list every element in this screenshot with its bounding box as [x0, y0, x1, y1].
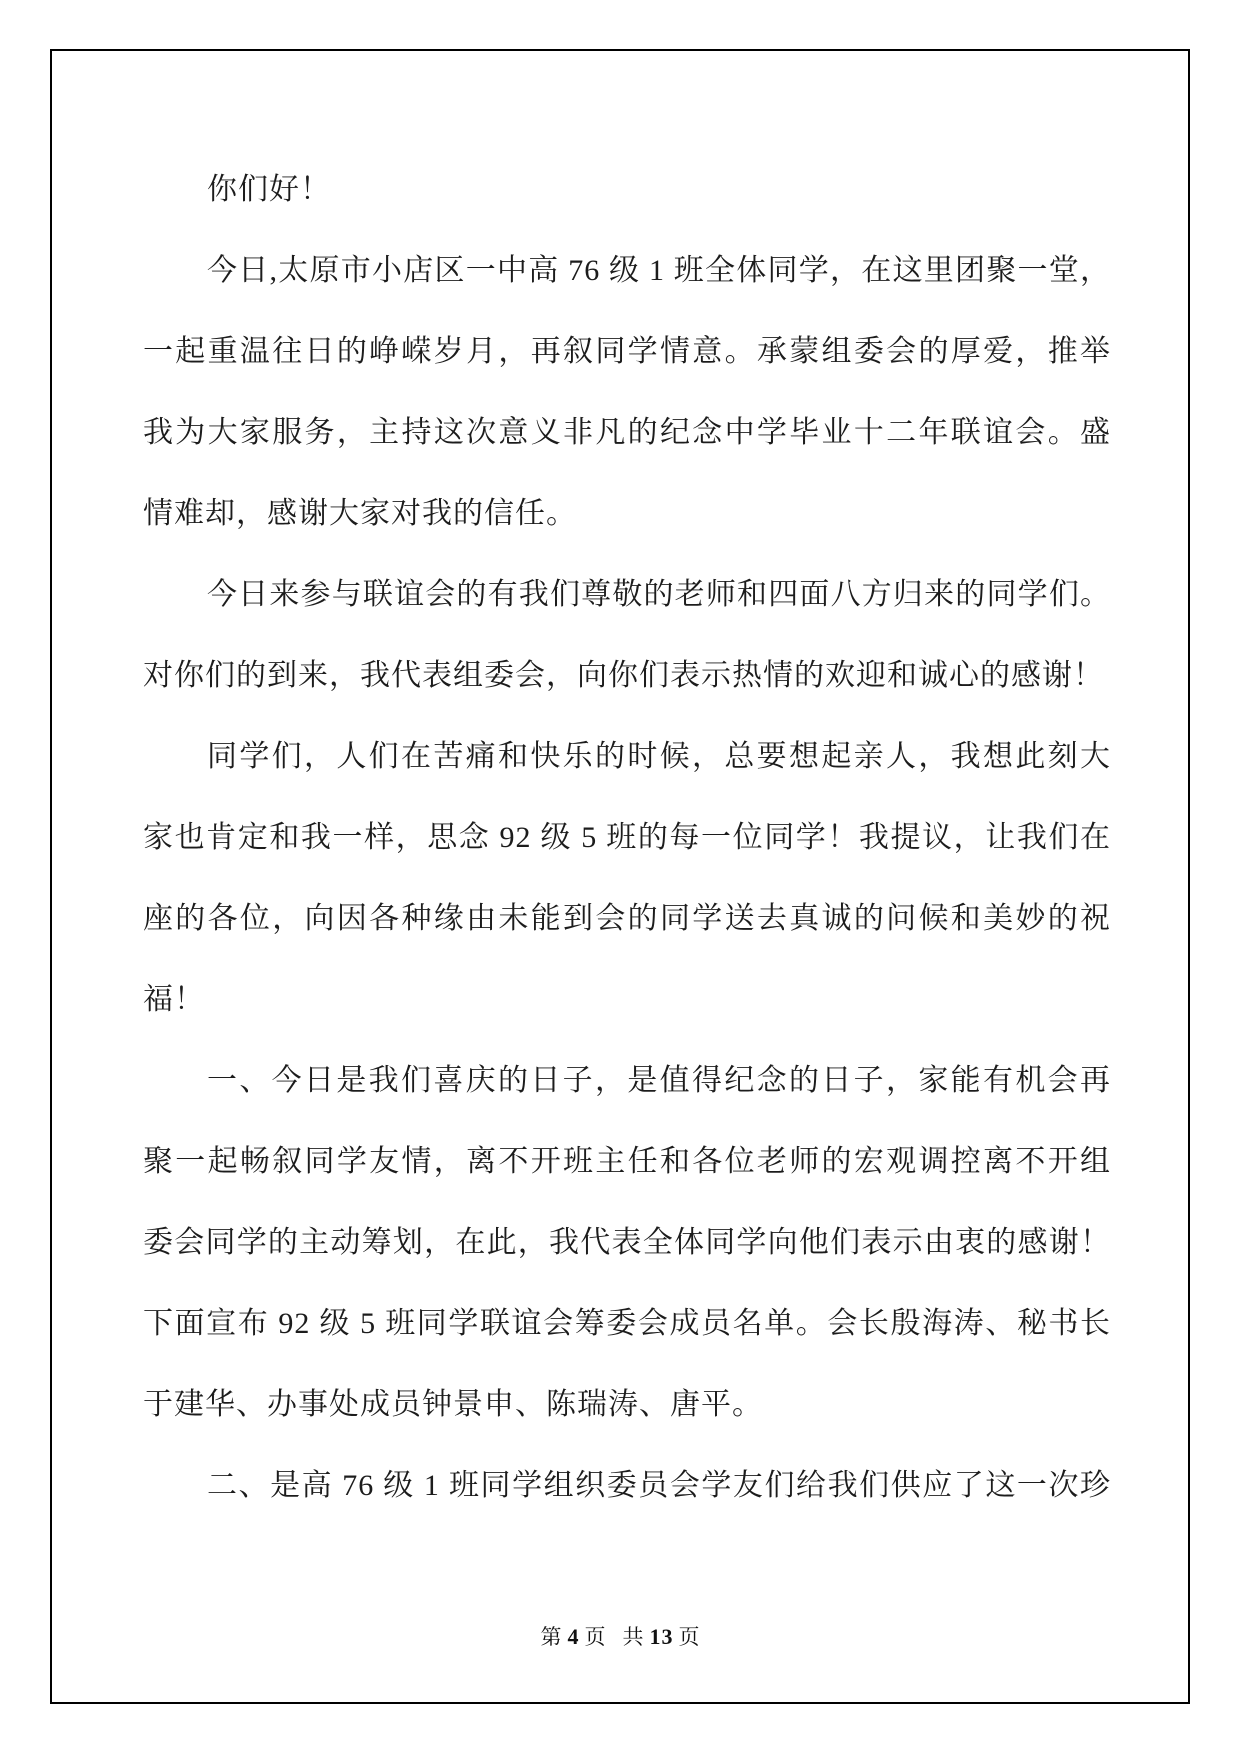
- text-line: 今日来参与联谊会的有我们尊敬的老师和四面八方归来的同学们。: [207, 578, 1111, 611]
- text-line: 聚一起畅叙同学友情，离不开班主任和各位老师的宏观调控离不开组: [143, 1145, 1111, 1178]
- text-line: 座的各位，向因各种缘由未能到会的同学送去真诚的问候和美妙的祝: [143, 902, 1111, 935]
- text-line: 情难却，感谢大家对我的信任。: [143, 497, 577, 530]
- page-footer: [0, 1621, 1241, 1653]
- text-line: 于建华、办事处成员钟景申、陈瑞涛、唐平。: [143, 1388, 763, 1421]
- document-body: [143, 149, 1111, 1526]
- text-line: 一起重温往日的峥嵘岁月，再叙同学情意。承蒙组委会的厚爱，推举: [143, 335, 1111, 368]
- text-line: 福！: [143, 983, 205, 1016]
- text-line: 家也肯定和我一样，思念 92 级 5 班的每一位同学！我提议，让我们在: [143, 821, 1111, 854]
- footer-page-prefix: 第: [540, 1625, 563, 1649]
- text-line: 委会同学的主动筹划，在此，我代表全体同学向他们表示由衷的感谢！: [143, 1226, 1111, 1259]
- footer-total-prefix: 共: [622, 1625, 645, 1649]
- paragraph-opening: [143, 230, 1111, 554]
- paragraph-welcome: [143, 554, 1111, 716]
- paragraph-greeting: [143, 149, 1111, 230]
- text-line: 同学们，人们在苦痛和快乐的时候，总要想起亲人，我想此刻大: [207, 740, 1111, 773]
- text-line: 一、今日是我们喜庆的日子，是值得纪念的日子，家能有机会再: [207, 1064, 1111, 1097]
- text-line: 下面宣布 92 级 5 班同学联谊会筹委会成员名单。会长殷海涛、秘书长: [143, 1307, 1111, 1340]
- text-line: 你们好！: [207, 173, 331, 206]
- paragraph-missing-classmates: [143, 716, 1111, 1040]
- text-line: 二、是高 76 级 1 班同学组织委员会学友们给我们供应了这一次珍: [207, 1469, 1111, 1502]
- text-line: 我为大家服务，主持这次意义非凡的纪念中学毕业十二年联谊会。盛: [143, 416, 1111, 449]
- text-line: 今日,太原市小店区一中高 76 级 1 班全体同学，在这里团聚一堂，: [207, 254, 1111, 287]
- footer-page-unit: 页: [584, 1625, 607, 1649]
- text-line: 对你们的到来，我代表组委会，向你们表示热情的欢迎和诚心的感谢！: [143, 659, 1104, 692]
- footer-total-unit: 页: [678, 1625, 701, 1649]
- footer-total-pages: 13: [649, 1624, 674, 1649]
- paragraph-item-two: [143, 1445, 1111, 1526]
- paragraph-item-one: [143, 1040, 1111, 1445]
- footer-current-page: 4: [567, 1624, 580, 1649]
